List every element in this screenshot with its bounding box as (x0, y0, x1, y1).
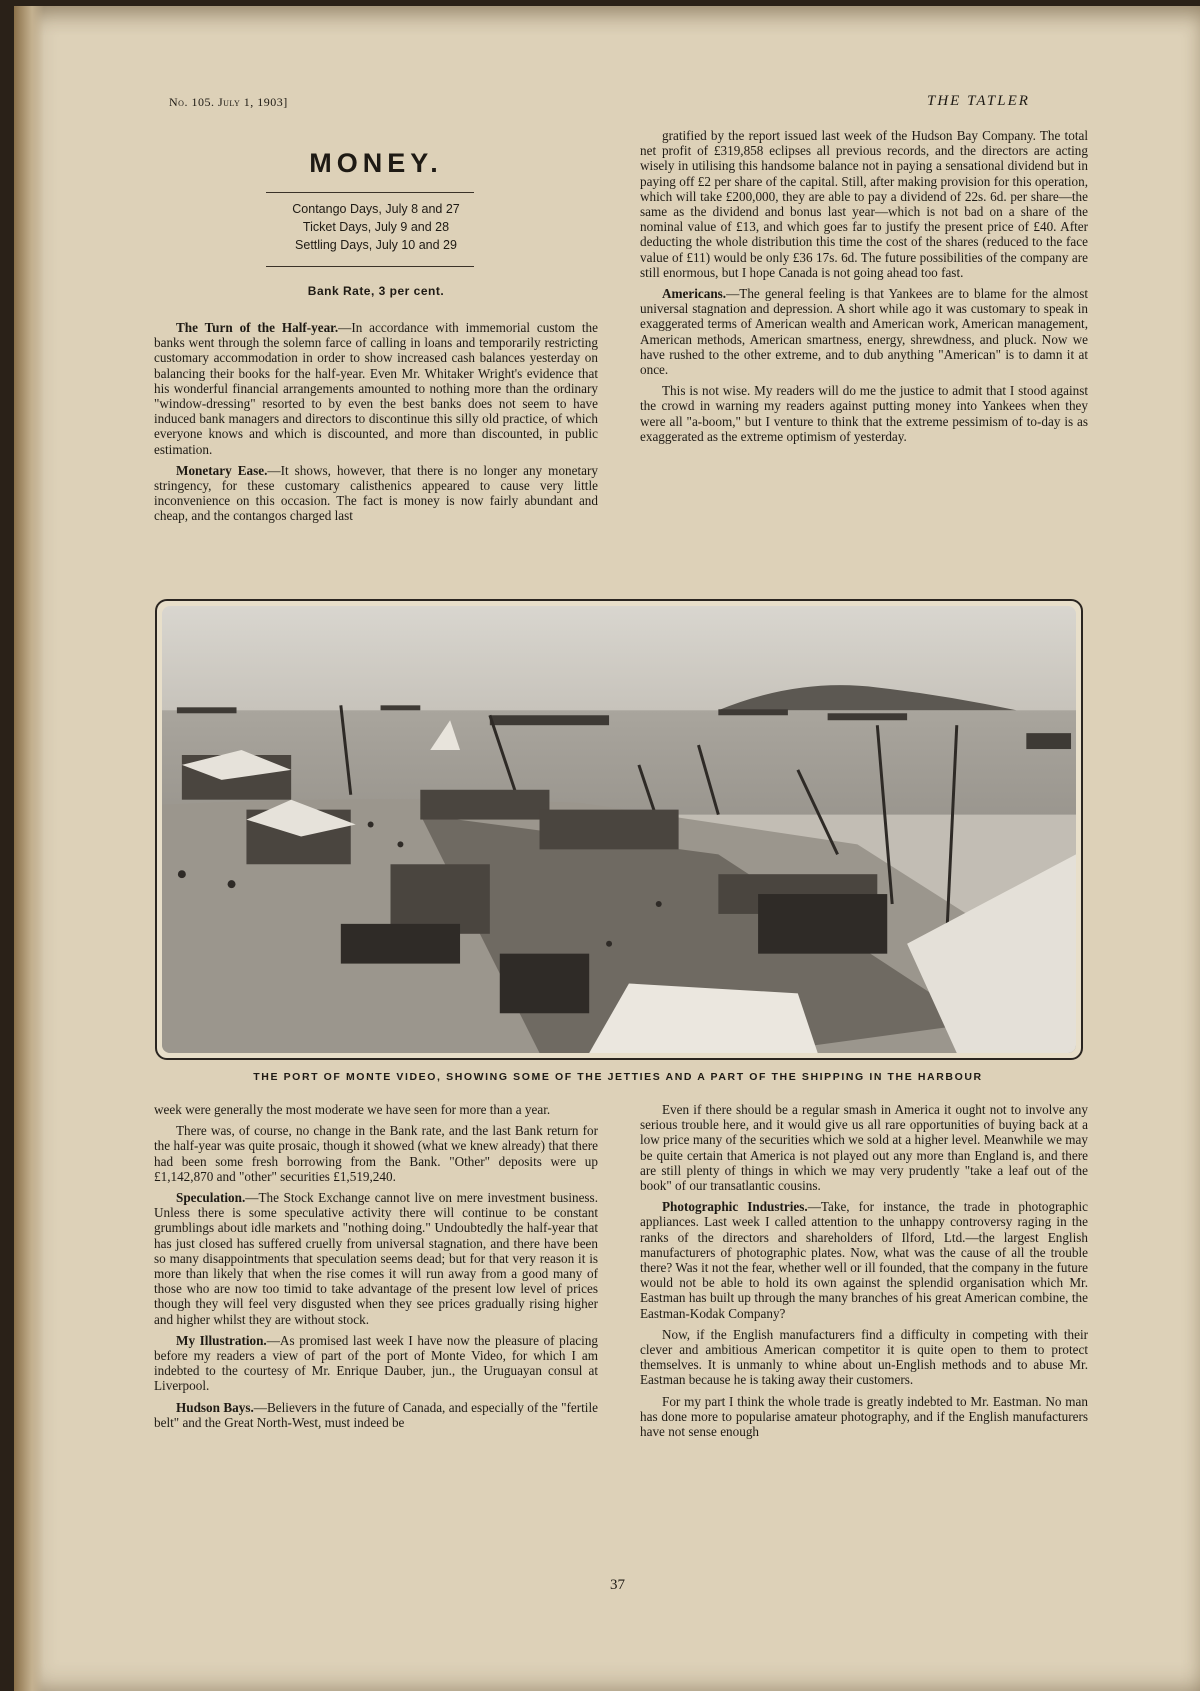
paragraph-heading: Speculation. (176, 1190, 246, 1206)
paragraph-text: gratified by the report issued last week of the Hudson Bay Company. The total net profit of £319,858 eclipses all previous records, and the directors are acting wisely in utilising this handsome balance not in paying a sensational dividend but in paying off £2 per share of the capital. Still, after making provision for this operation, which will take £200,000, they are able to pay a dividend of 22s. 6d. per share—the same as the dividend and bonus last year—which is not bad on a share of the nominal value of £13, and which goes far to justify the present price of £40. After deducting the whole distribution this time the cost of the shares (reduced to the face value of £11) would be only £36 17s. 6d. The future possibilities of the company are still enormous, but I hope Canada is not going ahead too fast. (640, 128, 1088, 280)
article-paragraph (154, 1190, 598, 1327)
article-paragraph (154, 320, 598, 457)
contango-days: Contango Days, July 8 and 27 (292, 202, 460, 216)
settlement-days (154, 200, 598, 254)
photo-caption: THE PORT OF MONTE VIDEO, SHOWING SOME OF THE JETTIES AND A PART OF THE SHIPPING IN THE HARBOUR (253, 1071, 983, 1083)
article-paragraph (640, 128, 1088, 280)
paragraph-text: Even if there should be a regular smash in America it ought not to involve any serious trouble here, and it would give us all rare opportunities of buying back at a low price many of the securities which we sold at a higher level. Meanwhile we may be quite certain that America is not played out any more than England is, and there are still plenty of things in which we may very prudently "take a leaf out of the book" of our transatlantic cousins. (640, 1102, 1088, 1194)
article-paragraph (154, 1333, 598, 1394)
paragraph-text: —It shows, however, that there is no longer any monetary stringency, for these customary calisthenics appeared to cause very little inconvenience on this occasion. The fact is money is now fairly abundant and cheap, and the contangos charged last (154, 462, 598, 524)
column-left-top (154, 320, 598, 530)
article-paragraph (154, 1400, 598, 1430)
title-rule (266, 192, 474, 193)
bank-rate: Bank Rate, 3 per cent. (307, 284, 445, 298)
magazine-name: THE TATLER (927, 93, 1030, 109)
paragraph-text: This is not wise. My readers will do me the justice to admit that I stood against the crowd in warning my readers against putting money into Yankees when they were all "a-boom," but I venture to think that the extreme pessimism of to-day is as exaggerated as the extreme optimism of yesterday. (640, 383, 1088, 444)
paragraph-text: —Believers in the future of Canada, and especially of the "fertile belt" and the Great North-West, must indeed be (154, 1399, 598, 1430)
settling-days: Settling Days, July 10 and 29 (295, 238, 457, 252)
page-spine-shadow (14, 6, 44, 1691)
article-paragraph (640, 1394, 1088, 1440)
paragraph-text: Now, if the English manufacturers find a difficulty in competing with their clever and ambitious American competitor it is quite open to them to protect themselves. It is unmanly to whine about un-English methods and to abuse Mr. Eastman because he is taking away their customers. (640, 1326, 1088, 1388)
paragraph-heading: Monetary Ease. (176, 462, 268, 478)
paragraph-heading: Americans. (662, 286, 727, 302)
ticket-days: Ticket Days, July 9 and 28 (302, 220, 450, 234)
article-paragraph (640, 286, 1088, 377)
column-right-top (640, 128, 1088, 450)
paragraph-text: —As promised last week I have now the pleasure of placing before my readers a view of part of the port of Monte Video, for which I am indebted to the courtesy of Mr. Enrique Dauber, jun., the Uruguayan consul at Liverpool. (154, 1332, 599, 1394)
column-right-bottom (640, 1102, 1088, 1445)
paragraph-text: —The Stock Exchange cannot live on mere investment business. Unless there is some speculative activity there will continue to be constant grumblings about idle markets and "nothing doing." Undoubtedly the half-year that has just closed has suffered cruelly from universal stagnation, and there have been so many disappointments that speculation seems dead; but for that very reason it is more than likely that when the rise comes it will run away from a good many of those who are now too timid to take advantage of the present low level of prices though they will feel very disgusted when they see prices gradually rising higher and higher whilst they are without stock. (154, 1190, 598, 1327)
monte-video-port-image (162, 606, 1076, 1053)
section-title: MONEY. (309, 148, 443, 178)
paragraph-heading: The Turn of the Half-year. (176, 320, 339, 335)
paragraph-heading: My Illustration. (176, 1332, 267, 1348)
days-rule (266, 266, 474, 267)
article-paragraph (640, 1199, 1088, 1321)
paragraph-text: For my part I think the whole trade is greatly indebted to Mr. Eastman. No man has done more to popularise amateur photography, and if the English manufacturers have not sense enough (640, 1393, 1088, 1440)
harbour-photograph (155, 599, 1083, 1060)
article-paragraph (640, 1102, 1088, 1193)
magazine-page (14, 6, 1200, 1691)
paragraph-text: —The general feeling is that Yankees are to blame for the almost universal stagnation and depression. A short while ago it was customary to speak in exaggerated terms of American wealth and American work, American management, American methods, American smartness, energy, shrewdness, and pluck. Now we have rushed to the other extreme, and to dub anything "American" is to damn it at once. (640, 286, 1088, 378)
paragraph-heading: Hudson Bays. (176, 1399, 254, 1415)
article-paragraph (154, 1123, 598, 1184)
paragraph-heading: Photographic Industries. (662, 1199, 808, 1215)
paragraph-text: There was, of course, no change in the Bank rate, and the last Bank return for the half-year was quite prosaic, though it showed (what we knew already) that there had been some fresh borrowing from the Bank. "Other" deposits were up £1,142,870 and "other" securities £1,519,240. (154, 1123, 598, 1184)
article-paragraph (154, 1102, 598, 1117)
paragraph-text: week were generally the most moderate we have seen for more than a year. (154, 1102, 551, 1117)
paragraph-text: —In accordance with immemorial custom the banks went through the solemn farce of calling in loans and temporarily restricting customary accommodation in order to show increased cash balances yesterday on balancing their books for the half-year. Even Mr. Whitaker Wright's evidence that his wonderful financial arrangements amounted to nothing more than the ordinary "window-dressing" resorted to by even the best banks does not seem to have induced bank managers and directors to discontinue this silly old practice, of which everyone knows and which is discounted, and more than discounted, in public estimation. (154, 320, 598, 457)
column-left-bottom (154, 1102, 598, 1436)
article-paragraph (640, 383, 1088, 444)
page-number: 37 (610, 1577, 625, 1593)
article-paragraph (640, 1327, 1088, 1388)
issue-line: No. 105. July 1, 1903] (169, 95, 288, 109)
article-paragraph (154, 463, 598, 524)
paragraph-text: —Take, for instance, the trade in photographic appliances. Last week I called attention to the unhappy controversy raging in the ranks of the directors and shareholders of Ilford, Ltd.—the largest English manufacturers of photographic plates. Now, what was the cause of all the trouble there? Was it not the fear, whether well or ill founded, that the company in the future would not be able to hold its own against the splendid organisation which Mr. Eastman has built up through the many branches of his great American combine, the Eastman-Kodak Company? (640, 1199, 1088, 1321)
